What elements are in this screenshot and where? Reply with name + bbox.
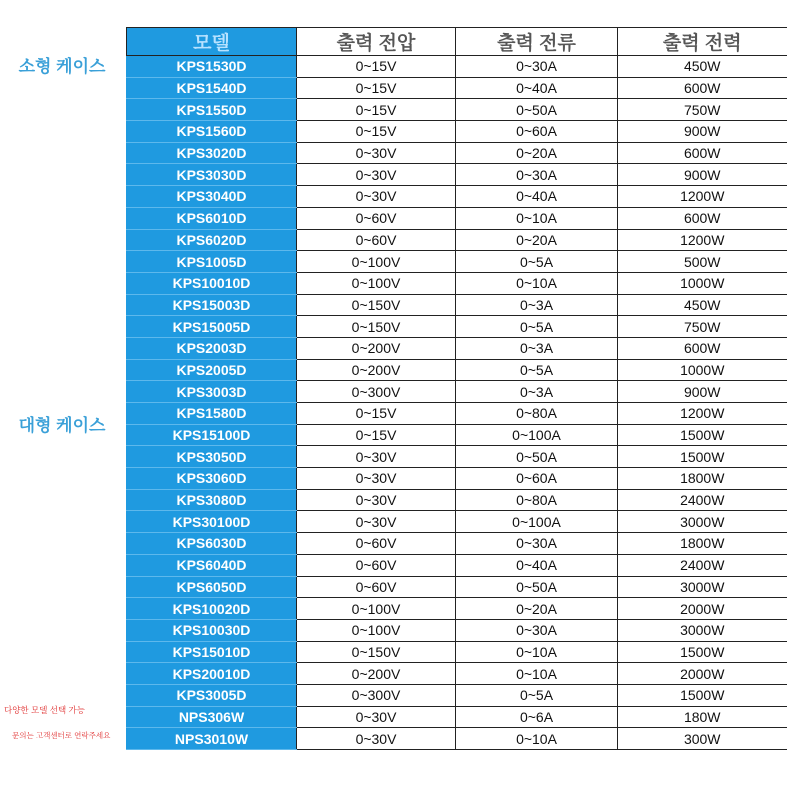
voltage-cell: 0~200V [297,663,456,685]
current-cell: 0~100A [456,511,618,533]
current-cell: 0~5A [456,316,618,338]
table-row [127,251,787,273]
model-cell: KPS2003D [127,337,297,359]
power-cell: 2000W [618,598,787,620]
table-row [127,186,787,208]
voltage-cell: 0~200V [297,337,456,359]
current-cell: 0~10A [456,272,618,294]
table-row [127,77,787,99]
power-cell: 1000W [618,359,787,381]
current-cell: 0~3A [456,337,618,359]
voltage-cell: 0~30V [297,489,456,511]
table-row [127,229,787,251]
power-cell: 3000W [618,619,787,641]
current-cell: 0~3A [456,294,618,316]
current-cell: 0~100A [456,424,618,446]
power-cell: 300W [618,728,787,750]
header-row [127,28,787,56]
power-cell: 2000W [618,663,787,685]
table-row [127,684,787,706]
current-cell: 0~50A [456,576,618,598]
power-cell: 600W [618,337,787,359]
table-row [127,576,787,598]
current-cell: 0~10A [456,663,618,685]
power-cell: 1800W [618,533,787,555]
table-row [127,359,787,381]
voltage-cell: 0~60V [297,533,456,555]
current-cell: 0~30A [456,56,618,78]
power-cell: 1500W [618,446,787,468]
current-cell: 0~40A [456,77,618,99]
model-cell: KPS3003D [127,381,297,403]
table-row [127,728,787,750]
power-cell: 3000W [618,576,787,598]
power-cell: 900W [618,121,787,143]
table-row [127,663,787,685]
power-cell: 1200W [618,229,787,251]
table-row [127,164,787,186]
model-cell: KPS6030D [127,533,297,555]
voltage-cell: 0~200V [297,359,456,381]
current-cell: 0~20A [456,598,618,620]
voltage-cell: 0~300V [297,684,456,706]
power-cell: 900W [618,381,787,403]
table-row [127,511,787,533]
contact-note: 문의는 고객센터로 연락주세요 [12,731,111,740]
table-row [127,598,787,620]
table-row [127,316,787,338]
voltage-cell: 0~100V [297,272,456,294]
power-cell: 1000W [618,272,787,294]
table-row [127,533,787,555]
current-cell: 0~60A [456,468,618,490]
voltage-cell: 0~30V [297,446,456,468]
table-row [127,56,787,78]
power-cell: 1500W [618,684,787,706]
table-row [127,489,787,511]
model-cell: NPS306W [127,706,297,728]
table-row [127,381,787,403]
voltage-cell: 0~100V [297,251,456,273]
voltage-cell: 0~15V [297,121,456,143]
current-cell: 0~10A [456,728,618,750]
current-cell: 0~40A [456,554,618,576]
model-cell: NPS3010W [127,728,297,750]
model-cell: KPS6050D [127,576,297,598]
model-cell: KPS2005D [127,359,297,381]
table-row [127,706,787,728]
power-cell: 750W [618,316,787,338]
power-cell: 600W [618,207,787,229]
current-cell: 0~50A [456,446,618,468]
power-cell: 500W [618,251,787,273]
model-cell: KPS15100D [127,424,297,446]
voltage-cell: 0~150V [297,316,456,338]
table-row [127,554,787,576]
model-cell: KPS1530D [127,56,297,78]
power-cell: 1200W [618,403,787,425]
current-cell: 0~80A [456,403,618,425]
voltage-cell: 0~60V [297,554,456,576]
voltage-cell: 0~30V [297,142,456,164]
model-cell: KPS3005D [127,684,297,706]
power-cell: 900W [618,164,787,186]
table-row [127,207,787,229]
table-row [127,641,787,663]
model-cell: KPS3030D [127,164,297,186]
voltage-cell: 0~60V [297,576,456,598]
voltage-cell: 0~30V [297,186,456,208]
current-cell: 0~20A [456,229,618,251]
table-row [127,99,787,121]
current-cell: 0~3A [456,381,618,403]
header-model: 모델 [127,28,297,56]
model-cell: KPS6010D [127,207,297,229]
voltage-cell: 0~30V [297,511,456,533]
spec-body [127,56,787,750]
table-row [127,294,787,316]
table-row [127,446,787,468]
current-cell: 0~10A [456,641,618,663]
model-cell: KPS3040D [127,186,297,208]
model-cell: KPS10020D [127,598,297,620]
table-row [127,468,787,490]
power-cell: 180W [618,706,787,728]
current-cell: 0~30A [456,164,618,186]
power-cell: 1500W [618,424,787,446]
voltage-cell: 0~15V [297,99,456,121]
voltage-cell: 0~60V [297,207,456,229]
model-cell: KPS15003D [127,294,297,316]
model-cell: KPS3060D [127,468,297,490]
model-cell: KPS1550D [127,99,297,121]
current-cell: 0~20A [456,142,618,164]
power-cell: 450W [618,294,787,316]
voltage-cell: 0~15V [297,424,456,446]
voltage-cell: 0~15V [297,56,456,78]
power-cell: 1800W [618,468,787,490]
voltage-cell: 0~100V [297,619,456,641]
voltage-cell: 0~60V [297,229,456,251]
table-row [127,403,787,425]
current-cell: 0~6A [456,706,618,728]
large-case-label: 대형 케이스 [18,416,106,435]
power-cell: 3000W [618,511,787,533]
model-variety-note: 다양한 모델 선택 가능 [4,705,85,715]
current-cell: 0~5A [456,251,618,273]
table-row [127,424,787,446]
header-voltage: 출력 전압 [297,28,456,56]
power-cell: 750W [618,99,787,121]
model-cell: KPS6040D [127,554,297,576]
model-cell: KPS10010D [127,272,297,294]
current-cell: 0~5A [456,684,618,706]
model-cell: KPS1580D [127,403,297,425]
current-cell: 0~50A [456,99,618,121]
model-cell: KPS20010D [127,663,297,685]
current-cell: 0~60A [456,121,618,143]
current-cell: 0~40A [456,186,618,208]
current-cell: 0~5A [456,359,618,381]
current-cell: 0~30A [456,533,618,555]
table-row [127,337,787,359]
voltage-cell: 0~15V [297,77,456,99]
power-cell: 2400W [618,554,787,576]
model-cell: KPS15005D [127,316,297,338]
model-cell: KPS15010D [127,641,297,663]
power-cell: 600W [618,142,787,164]
table-row [127,272,787,294]
model-cell: KPS10030D [127,619,297,641]
power-cell: 1200W [618,186,787,208]
small-case-label: 소형 케이스 [18,57,106,76]
power-cell: 450W [618,56,787,78]
voltage-cell: 0~100V [297,598,456,620]
current-cell: 0~80A [456,489,618,511]
table-row [127,121,787,143]
table-row [127,619,787,641]
spec-table [126,27,787,750]
voltage-cell: 0~30V [297,706,456,728]
voltage-cell: 0~30V [297,164,456,186]
model-cell: KPS1005D [127,251,297,273]
table-row [127,142,787,164]
voltage-cell: 0~15V [297,403,456,425]
voltage-cell: 0~30V [297,468,456,490]
voltage-cell: 0~300V [297,381,456,403]
current-cell: 0~30A [456,619,618,641]
model-cell: KPS3080D [127,489,297,511]
side-labels [0,0,126,800]
model-cell: KPS30100D [127,511,297,533]
current-cell: 0~10A [456,207,618,229]
header-current: 출력 전류 [456,28,618,56]
header-power: 출력 전력 [618,28,787,56]
voltage-cell: 0~150V [297,294,456,316]
power-cell: 1500W [618,641,787,663]
model-cell: KPS6020D [127,229,297,251]
power-cell: 2400W [618,489,787,511]
model-cell: KPS1540D [127,77,297,99]
model-cell: KPS3050D [127,446,297,468]
voltage-cell: 0~150V [297,641,456,663]
power-cell: 600W [618,77,787,99]
model-cell: KPS1560D [127,121,297,143]
model-cell: KPS3020D [127,142,297,164]
voltage-cell: 0~30V [297,728,456,750]
